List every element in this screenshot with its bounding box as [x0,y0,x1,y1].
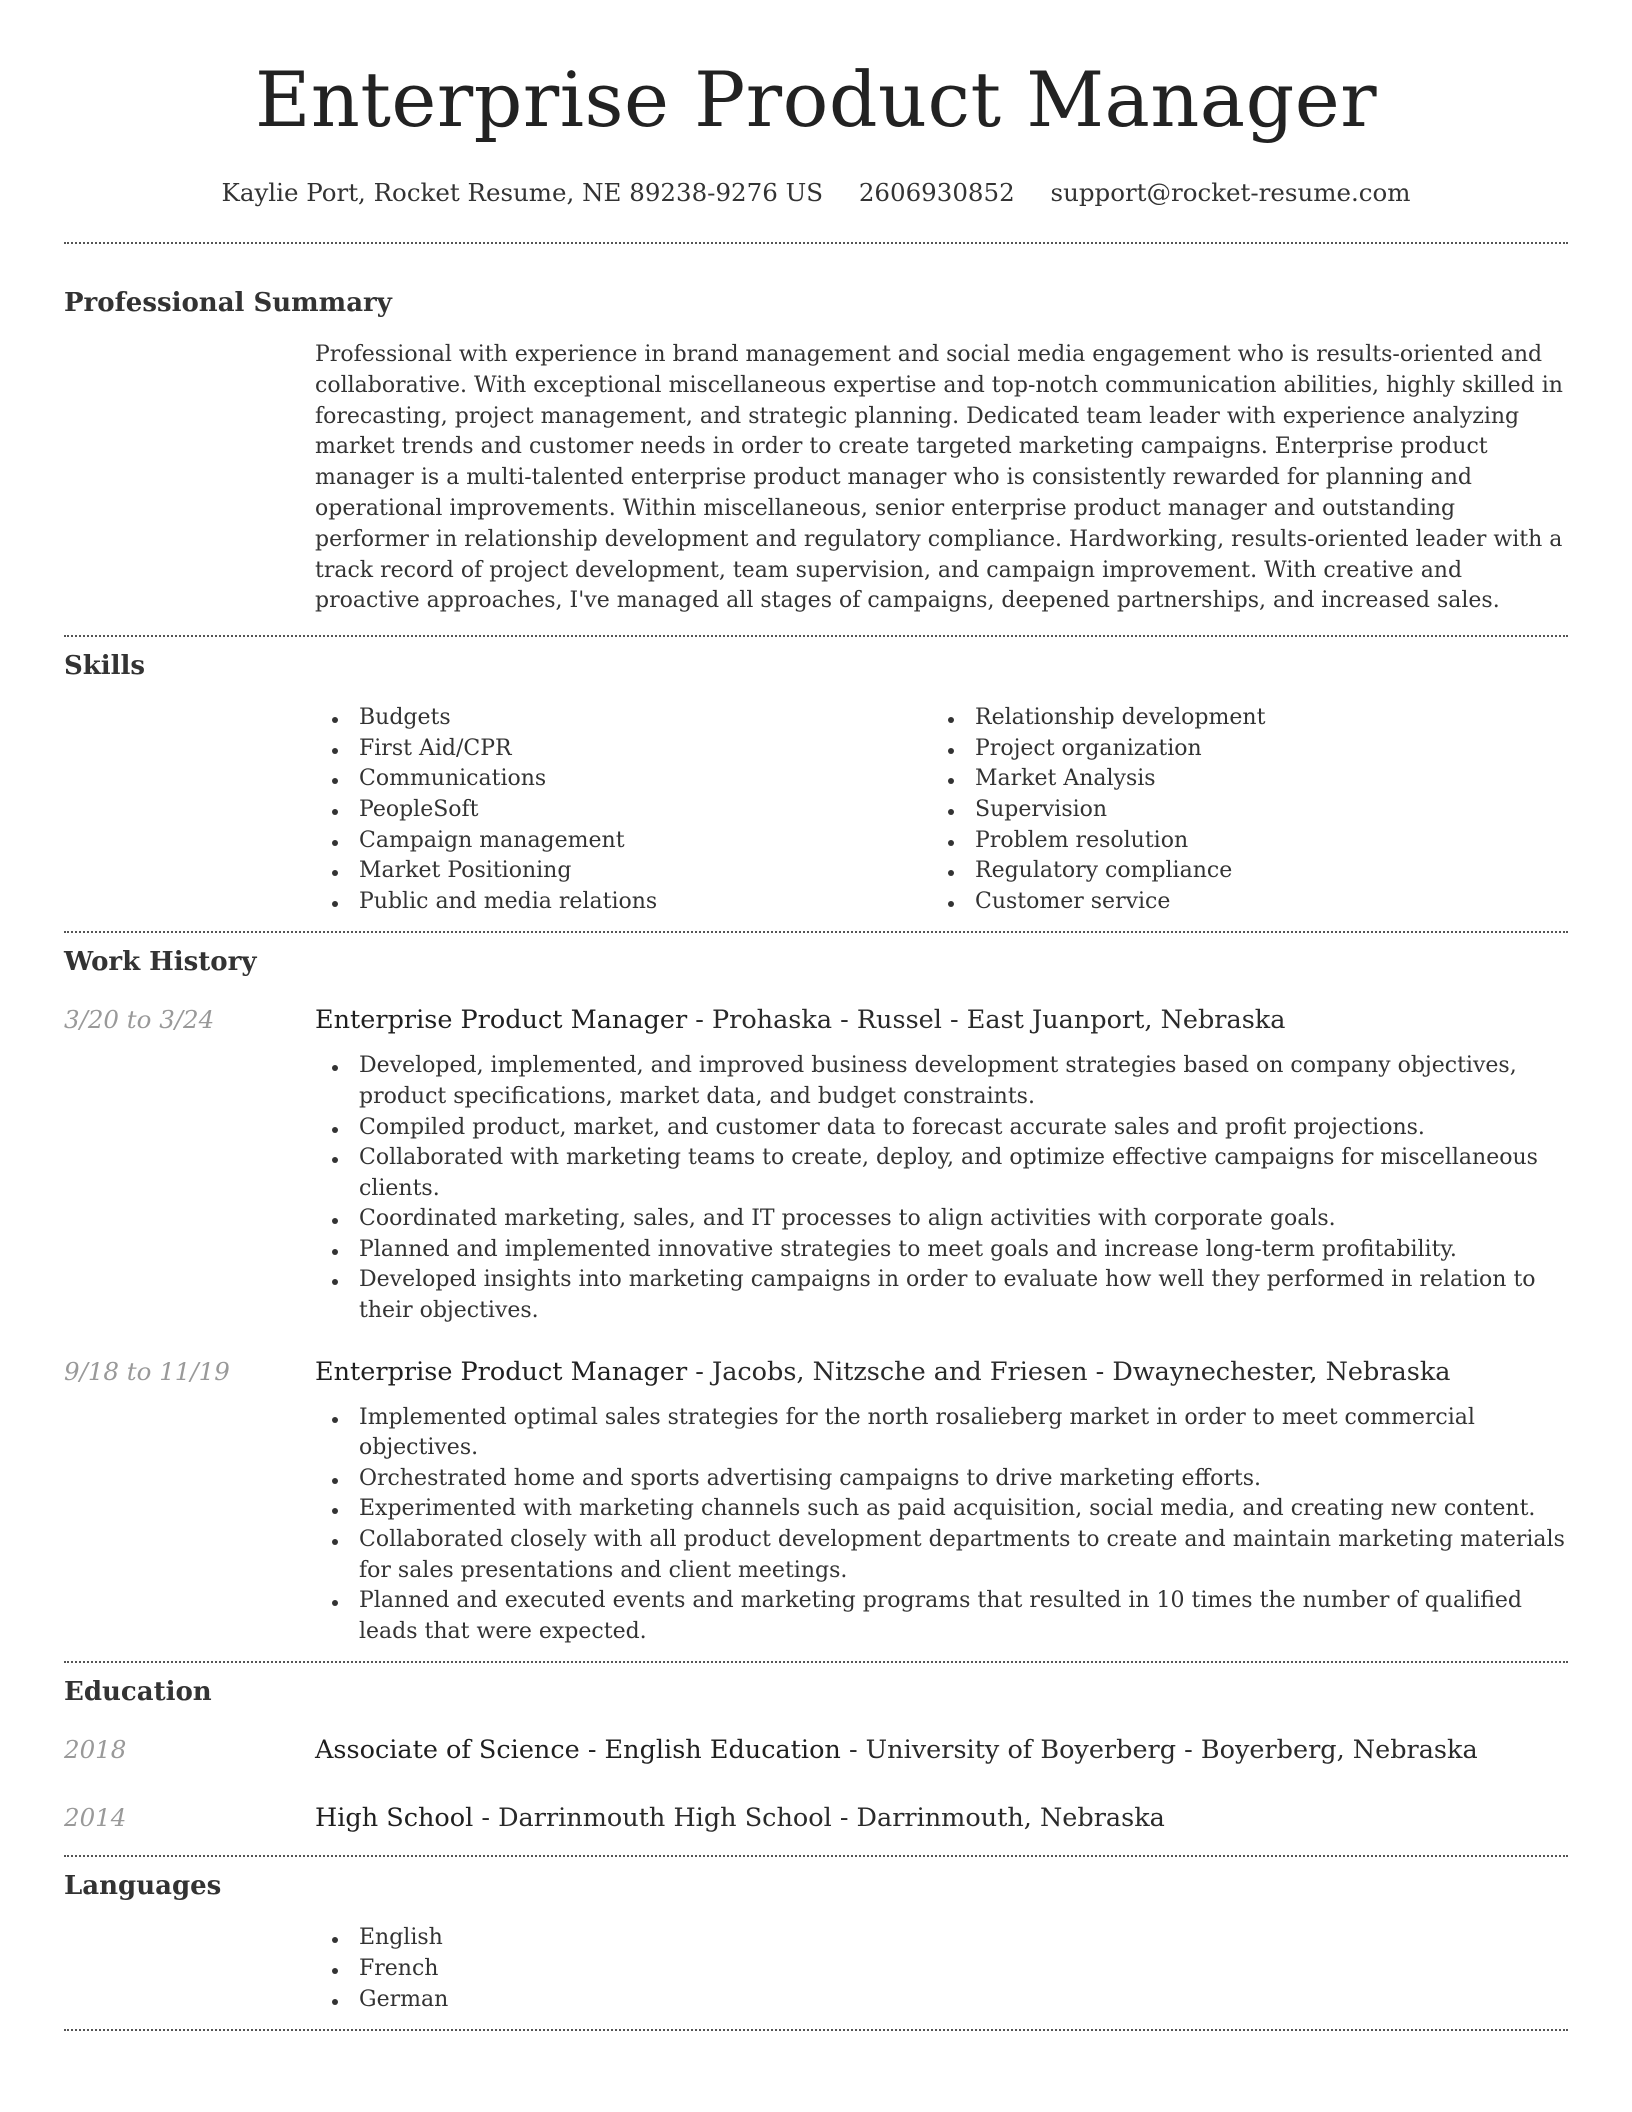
summary-section [64,286,1568,635]
contact-email: support@rocket-resume.com [1050,178,1411,207]
skill-item: Customer service [931,887,1547,918]
summary-text: Professional with experience in brand management and social media engagement who is results-oriented and collaborative. With exceptional miscellaneous expertise and top-notch communication abilities, highly skilled in forecasting, project management, and strategic planning. Dedicated team leader with experience analyzing market trends and customer needs in order to create targeted marketing campaigns. Enterprise product manager is a multi-talented enterprise product manager who is consistently rewarded for planning and operational improvements. Within miscellaneous, senior enterprise product manager and outstanding performer in relationship development and regulatory compliance. Hardworking, results-oriented leader with a track record of project development, team supervision, and campaign improvement. With creative and proactive approaches, I've managed all stages of campaigns, deepened partnerships, and increased sales. [315,342,1563,614]
job-title: Enterprise Product Manager [315,1005,688,1036]
duty-item: Planned and executed events and marketing programs that resulted in 10 times the number of qualified leads that were expected. [315,1586,1568,1647]
duty-item: Collaborated with marketing teams to create, deploy, and optimize effective campaigns for miscellaneous clients. [315,1143,1568,1204]
school-info: - University of Boyerberg - Boyerberg, Nebraska [840,1735,1478,1766]
job-title: Enterprise Product Manager [315,1356,688,1387]
skills-list-left [315,703,931,917]
skill-item: Campaign management [315,826,931,857]
contact-line [64,178,1568,208]
job-body [315,1003,1568,1326]
duty-item: Developed, implemented, and improved business development strategies based on company objectives, product specifications, market data, and budget constraints. [315,1051,1568,1112]
divider [64,2029,1568,2031]
skills-heading: Skills [64,651,146,682]
education-entry [64,1801,1568,1835]
skill-item: Problem resolution [931,826,1547,857]
languages-section [64,1857,1568,2029]
skills-section [64,637,1568,931]
education-heading-line [315,1801,1165,1835]
contact-phone: 2606930852 [858,178,1015,207]
job-heading [315,1355,1568,1389]
skill-item: Public and media relations [315,887,931,918]
skills-list-right [931,703,1547,917]
job-entry [64,1003,1568,1326]
job-entry [64,1355,1568,1648]
education-heading-line [315,1733,1478,1767]
duty-item: Planned and implemented innovative strategies to meet goals and increase long-term profitability. [315,1235,1568,1266]
job-date: 9/18 to 11/19 [64,1356,230,1386]
degree-title: High School [315,1803,474,1834]
skill-item: Market Analysis [931,764,1547,795]
languages-list [315,1923,1568,2015]
skill-item: Relationship development [931,703,1547,734]
divider [64,242,1568,244]
duty-item: Orchestrated home and sports advertising campaigns to drive marketing efforts. [315,1464,1568,1495]
duty-item: Implemented optimal sales strategies for the north rosalieberg market in order to meet commercial objectives. [315,1403,1568,1464]
job-body [315,1355,1568,1648]
skill-item: Budgets [315,703,931,734]
contact-address: Kaylie Port, Rocket Resume, NE 89238-9276 US [221,178,824,207]
language-item: German [315,1985,1568,2016]
job-company: - Prohaska - Russel - East Juanport, Nebraska [687,1005,1286,1036]
language-item: French [315,1954,1568,1985]
skill-item: Communications [315,764,931,795]
job-duties [315,1403,1568,1648]
skills-columns [315,703,1568,931]
language-item: English [315,1923,1568,1954]
skill-item: Regulatory compliance [931,856,1547,887]
work-section [64,933,1568,1661]
skill-item: Supervision [931,795,1547,826]
education-date: 2014 [64,1803,127,1833]
duty-item: Compiled product, market, and customer data to forecast accurate sales and profit projections. [315,1113,1568,1144]
education-heading: Education [64,1677,212,1708]
degree-title: Associate of Science - English Education [315,1735,841,1766]
duty-item: Developed insights into marketing campaigns in order to evaluate how well they performed in relation to their objectives. [315,1265,1568,1326]
skill-item: First Aid/CPR [315,734,931,765]
skill-item: Market Positioning [315,856,931,887]
work-heading: Work History [64,947,257,978]
education-entry [64,1733,1568,1767]
job-heading [315,1003,1568,1037]
education-section [64,1663,1568,1855]
skill-item: Project organization [931,734,1547,765]
job-date: 3/20 to 3/24 [64,1005,215,1035]
duty-item: Experimented with marketing channels such as paid acquisition, social media, and creating new content. [315,1494,1568,1525]
duty-item: Collaborated closely with all product development departments to create and maintain marketing materials for sales presentations and client meetings. [315,1525,1568,1586]
duty-item: Coordinated marketing, sales, and IT processes to align activities with corporate goals. [315,1204,1568,1235]
languages-heading: Languages [64,1871,222,1902]
education-date: 2018 [64,1735,127,1765]
languages-content [315,1923,1568,2029]
job-duties [315,1051,1568,1326]
school-info: - Darrinmouth High School - Darrinmouth, Nebraska [473,1803,1165,1834]
skill-item: PeopleSoft [315,795,931,826]
summary-heading: Professional Summary [64,288,392,318]
job-company: - Jacobs, Nitzsche and Friesen - Dwaynechester, Nebraska [687,1356,1451,1387]
page-title: Enterprise Product Manager [254,55,1378,144]
